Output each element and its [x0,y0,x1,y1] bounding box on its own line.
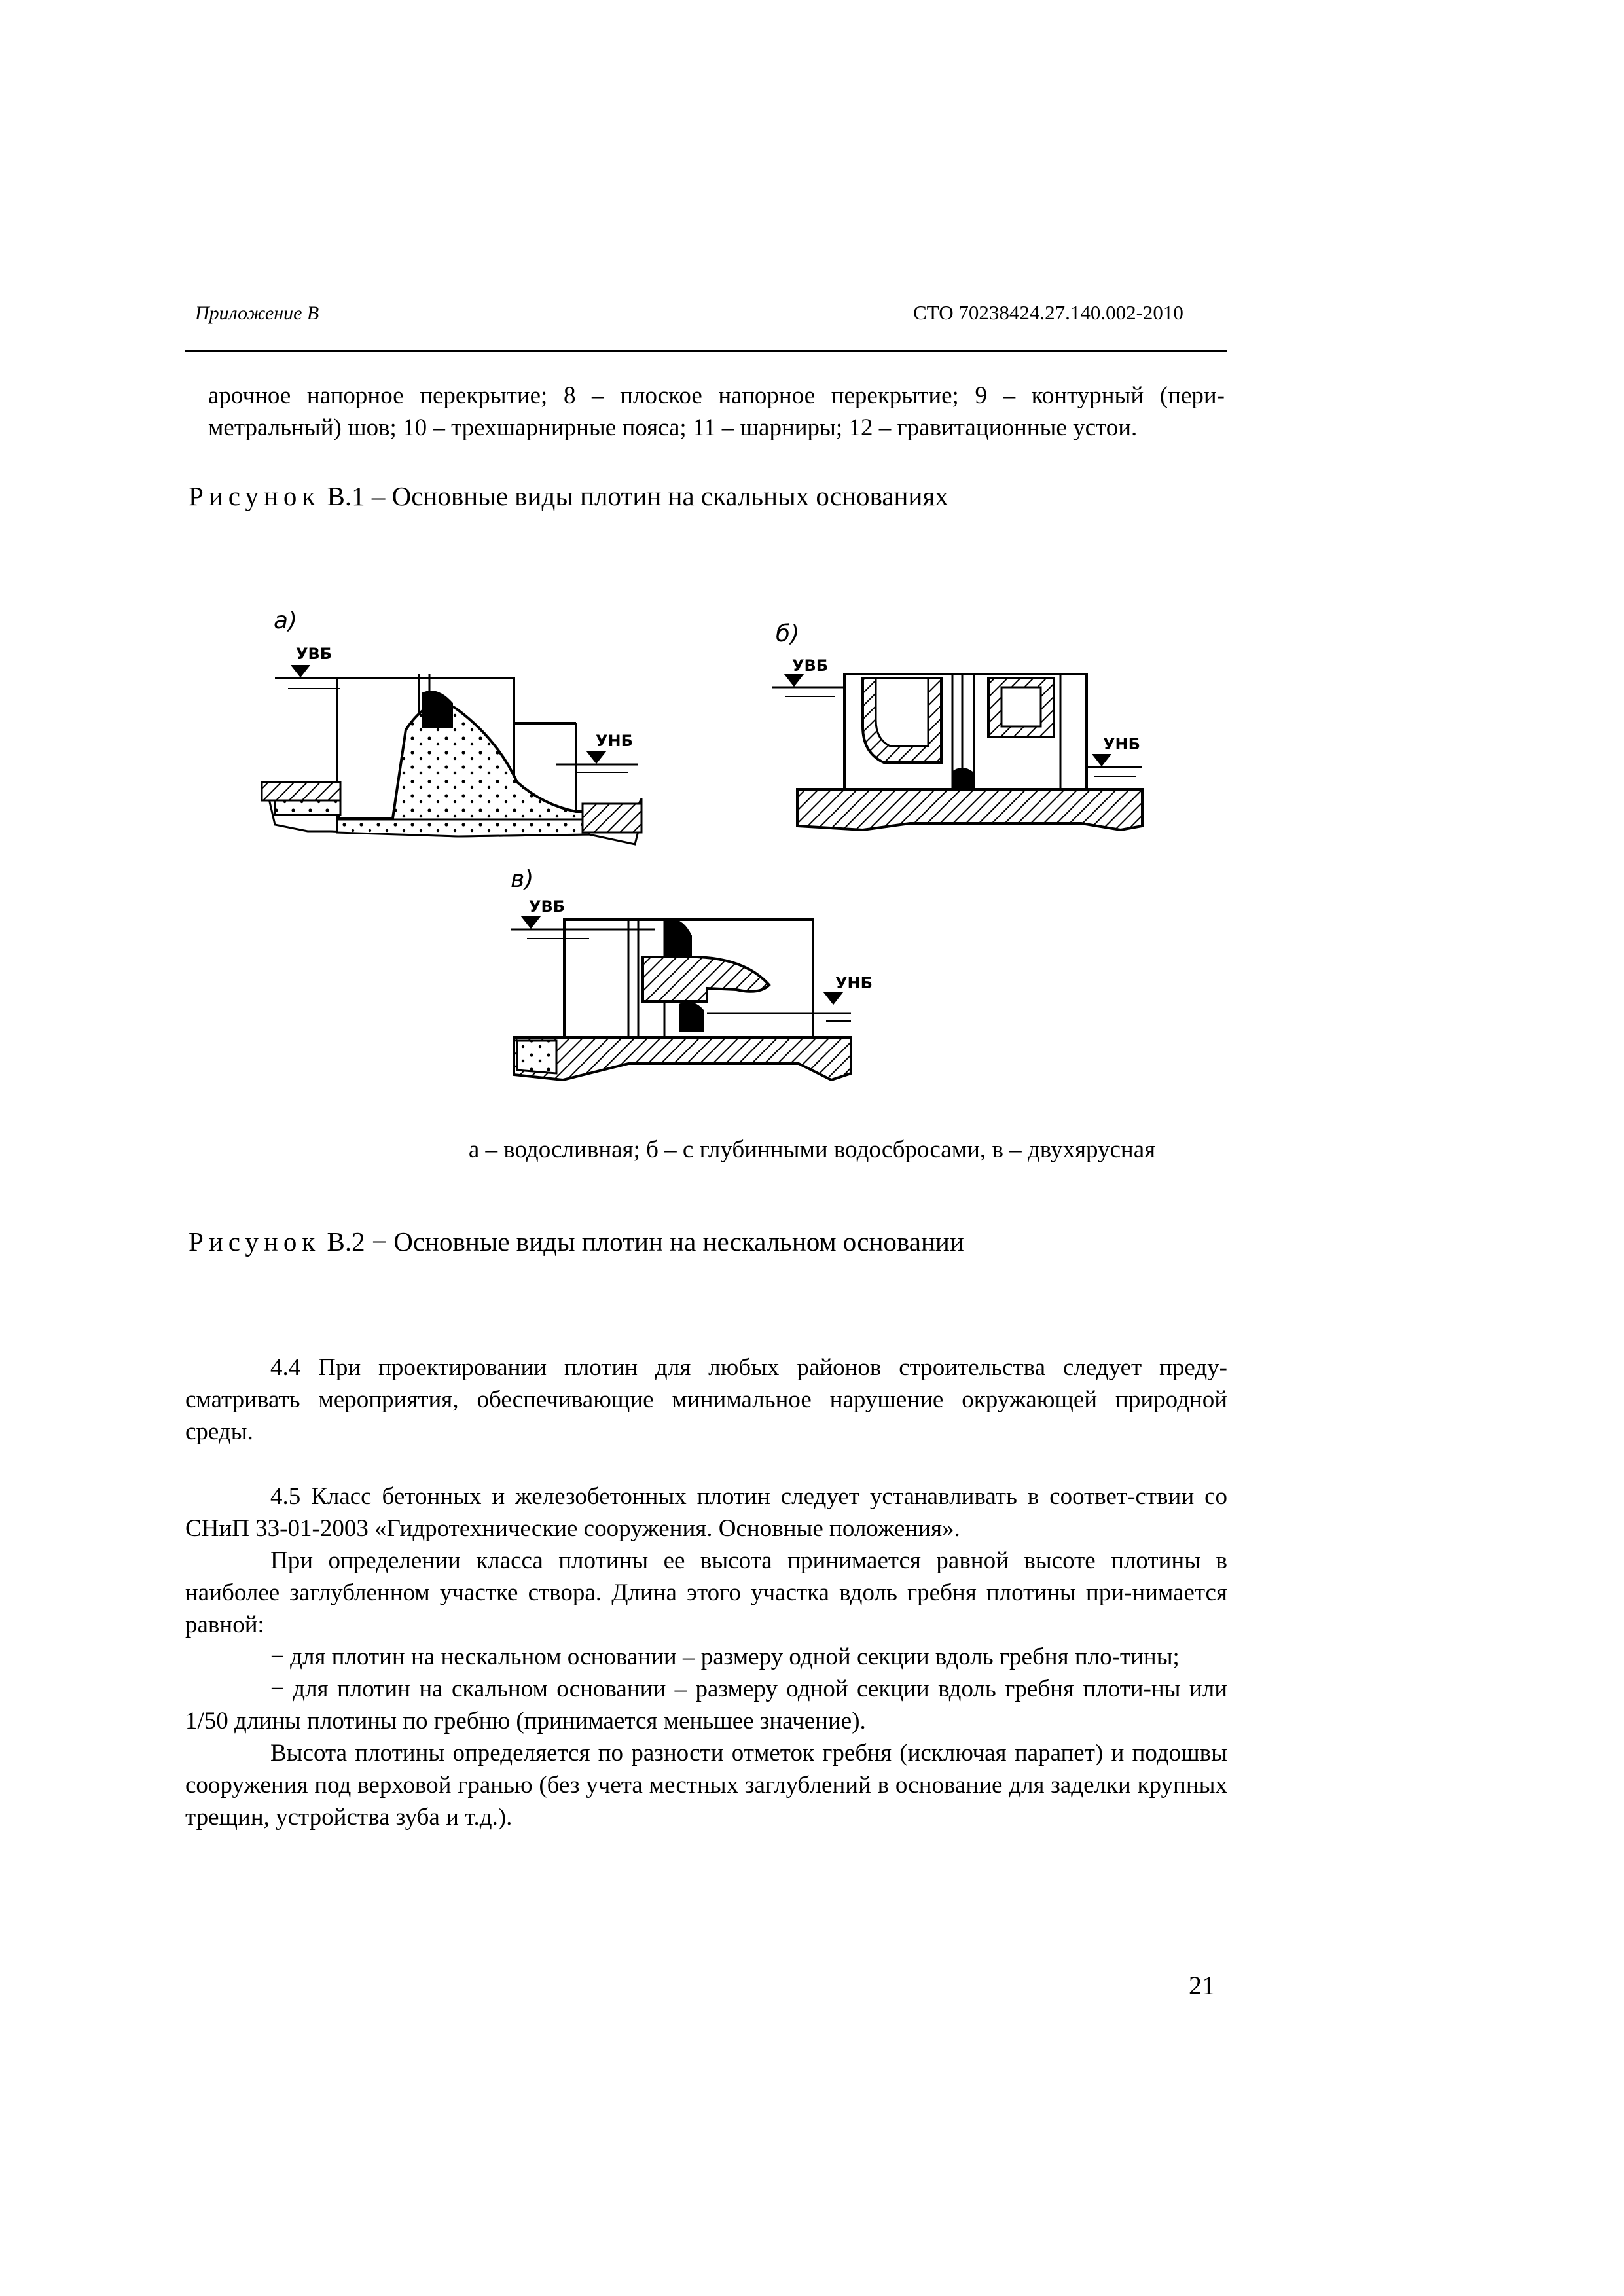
drawing-a-headwater-label: УВБ [296,645,333,663]
header-document-code: СТО 70238424.27.140.002-2010 [913,301,1183,324]
drawing-b-gate [953,769,971,787]
figure-2-title: В.2 − Основные виды плотин на нескальном основании [327,1227,964,1257]
paragraph-dam-height: Высота плотины определяется по разности отметок гребня (исключая парапет) и подошвы сооружения под верховой гранью (без учета местных заглублений в основание для заделки крупных трещин, устройства зуба и т.д.). [185,1740,1227,1831]
figure-2-caption [189,1226,964,1257]
figure-1-prefix: Рисунок [189,481,321,511]
drawing-b-deep-outlet-dam [772,620,1142,830]
paragraph-class-definition: При определении класса плотины ее высота принимается равной высоте плотины в наиболее заглубленном участке створа. Длина этого участка вдоль гребня плотины при-нимается равной: [185,1547,1227,1638]
paragraph-gap [185,1448,1227,1480]
list-item-rock-foundation: − для плотин на скальном основании – размеру одной секции вдоль гребня плоти-ны или 1/50 длины плотины по гребню (принимается меньшее значение). [185,1676,1227,1734]
figure-2-prefix: Рисунок [189,1227,321,1257]
drawing-a-tailwater-mark [589,753,604,762]
paragraph-4-4: 4.4 При проектировании плотин для любых районов строительства следует преду-сматривать мероприятия, обеспечивающие минимальное нарушение окружающей природной среды. [185,1354,1227,1445]
drawing-v-tailwater-label: УНБ [835,974,873,992]
drawing-v-two-tier-dam [511,866,873,1080]
list-item-nonrock-foundation: − для плотин на нескальном основании – размеру одной секции вдоль гребня пло-тины; [270,1643,1180,1670]
drawing-b-label: б) [776,620,800,647]
drawing-a-label: а) [274,607,298,634]
drawing-v-label: в) [511,866,534,893]
drawing-v-lower-gate [681,1003,703,1031]
drawing-a-gate [423,692,452,726]
figure-2-drawings [0,0,1624,1126]
drawing-a-tailwater-label: УНБ [596,732,633,750]
drawing-b-headwater-mark [787,675,801,685]
drawing-v-headwater-label: УВБ [529,897,566,916]
figure-legend-continuation: арочное напорное перекрытие; 8 – плоское напорное перекрытие; 9 – контурный (пери-метральный) шов; 10 – трехшарнирные пояса; 11 – шарниры; 12 – гравитационные устои. [208,382,1225,441]
drawing-b-tailwater-mark [1094,755,1109,764]
drawing-v-upper-gate [666,920,691,957]
paragraph-4-5: 4.5 Класс бетонных и железобетонных плотин следует устанавливать в соответ-ствии со СНиП 33-01-2003 «Гидротехнические сооружения. Основные положения». [185,1483,1227,1542]
figure-2-subcaption: а – водосливная; б – с глубинными водосбросами, в – двухярусная [468,1136,1156,1163]
drawing-v-tailwater-mark [826,994,840,1003]
drawing-a-spillway-dam [262,607,641,844]
header-section-label: Приложение В [195,302,319,324]
drawing-b-tailwater-label: УНБ [1103,735,1140,753]
body-text [185,1352,1227,1833]
drawing-b-headwater-label: УВБ [792,656,829,675]
page-number: 21 [1189,1971,1215,2000]
drawing-a-headwater-mark [293,666,308,675]
drawing-v-headwater-mark [524,918,538,927]
figure-1-title: В.1 – Основные виды плотин на скальных основаниях [327,481,948,511]
